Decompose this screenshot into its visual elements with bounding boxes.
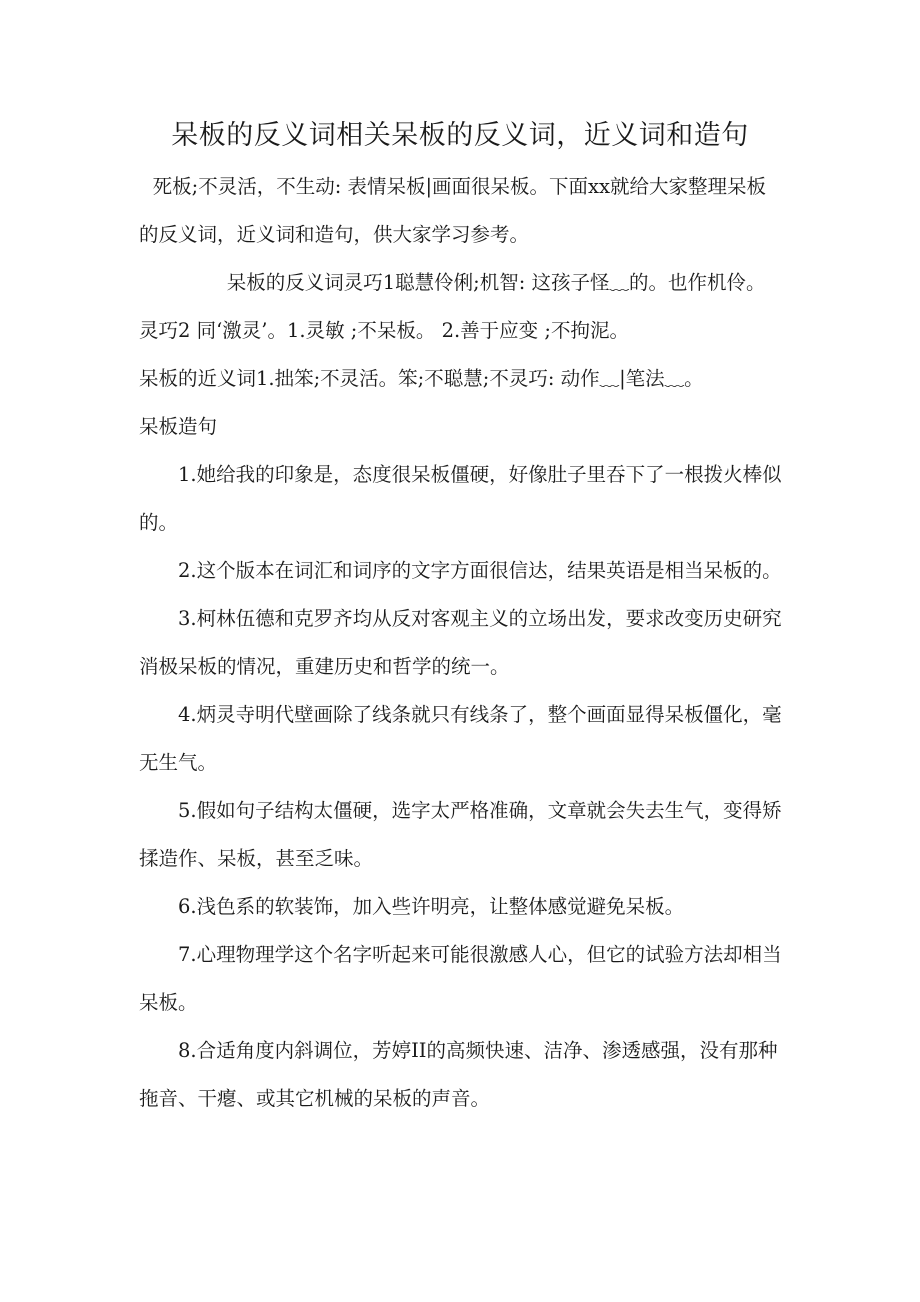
example-sentence-2: 2.这个版本在词汇和词序的文字方面很信达，结果英语是相当呆板的。 (178, 559, 782, 582)
example-sentence-1: 1.她给我的印象是，态度很呆板僵硬，好像肚子里吞下了一根拨火棒似的。 (139, 463, 782, 534)
document-title: 呆板的反义词相关呆板的反义词，近义词和造句 (171, 120, 749, 151)
paragraph-sentences-heading: 呆板造句 (139, 415, 218, 438)
example-sentence-6: 6.浅色系的软装饰，加入些许明亮，让整体感觉避免呆板。 (178, 895, 685, 918)
example-sentence-5: 5.假如句子结构太僵硬，选字太严格准确，文章就会失去生气，变得矫揉造作、呆板，甚至乏味。 (139, 799, 782, 870)
paragraph-definition: 死板;不灵活，不生动: 表情呆板|画面很呆板。下面xx就给大家整理呆板的反义词，近义词和造句，供大家学习参考。 (139, 175, 767, 246)
example-sentence-8: 8.合适角度内斜调位，芳婷II的高频快速、洁净、渗透感强，没有那种拖音、干瘪、或其它机械的呆板的声音。 (139, 1039, 778, 1110)
paragraph-antonyms: 呆板的反义词灵巧1聪慧伶俐;机智: 这孩子怪﹏的。也作机伶。 灵巧2 同‘激灵’。1.灵敏 ;不呆板。 2.善于应变 ;不拘泥。 (139, 271, 766, 342)
example-sentence-7: 7.心理物理学这个名字听起来可能很激感人心，但它的试验方法却相当呆板。 (139, 943, 782, 1014)
paragraph-synonyms: 呆板的近义词1.拙笨;不灵活。笨;不聪慧;不灵巧: 动作﹏|笔法﹏。 (139, 367, 704, 390)
document-body (139, 163, 785, 1123)
example-sentence-4: 4.炳灵寺明代壁画除了线条就只有线条了，整个画面显得呆板僵化，毫无生气。 (139, 703, 782, 774)
example-sentence-3: 3.柯林伍德和克罗齐均从反对客观主义的立场出发，要求改变历史研究消极呆板的情况，重建历史和哲学的统一。 (139, 607, 782, 678)
